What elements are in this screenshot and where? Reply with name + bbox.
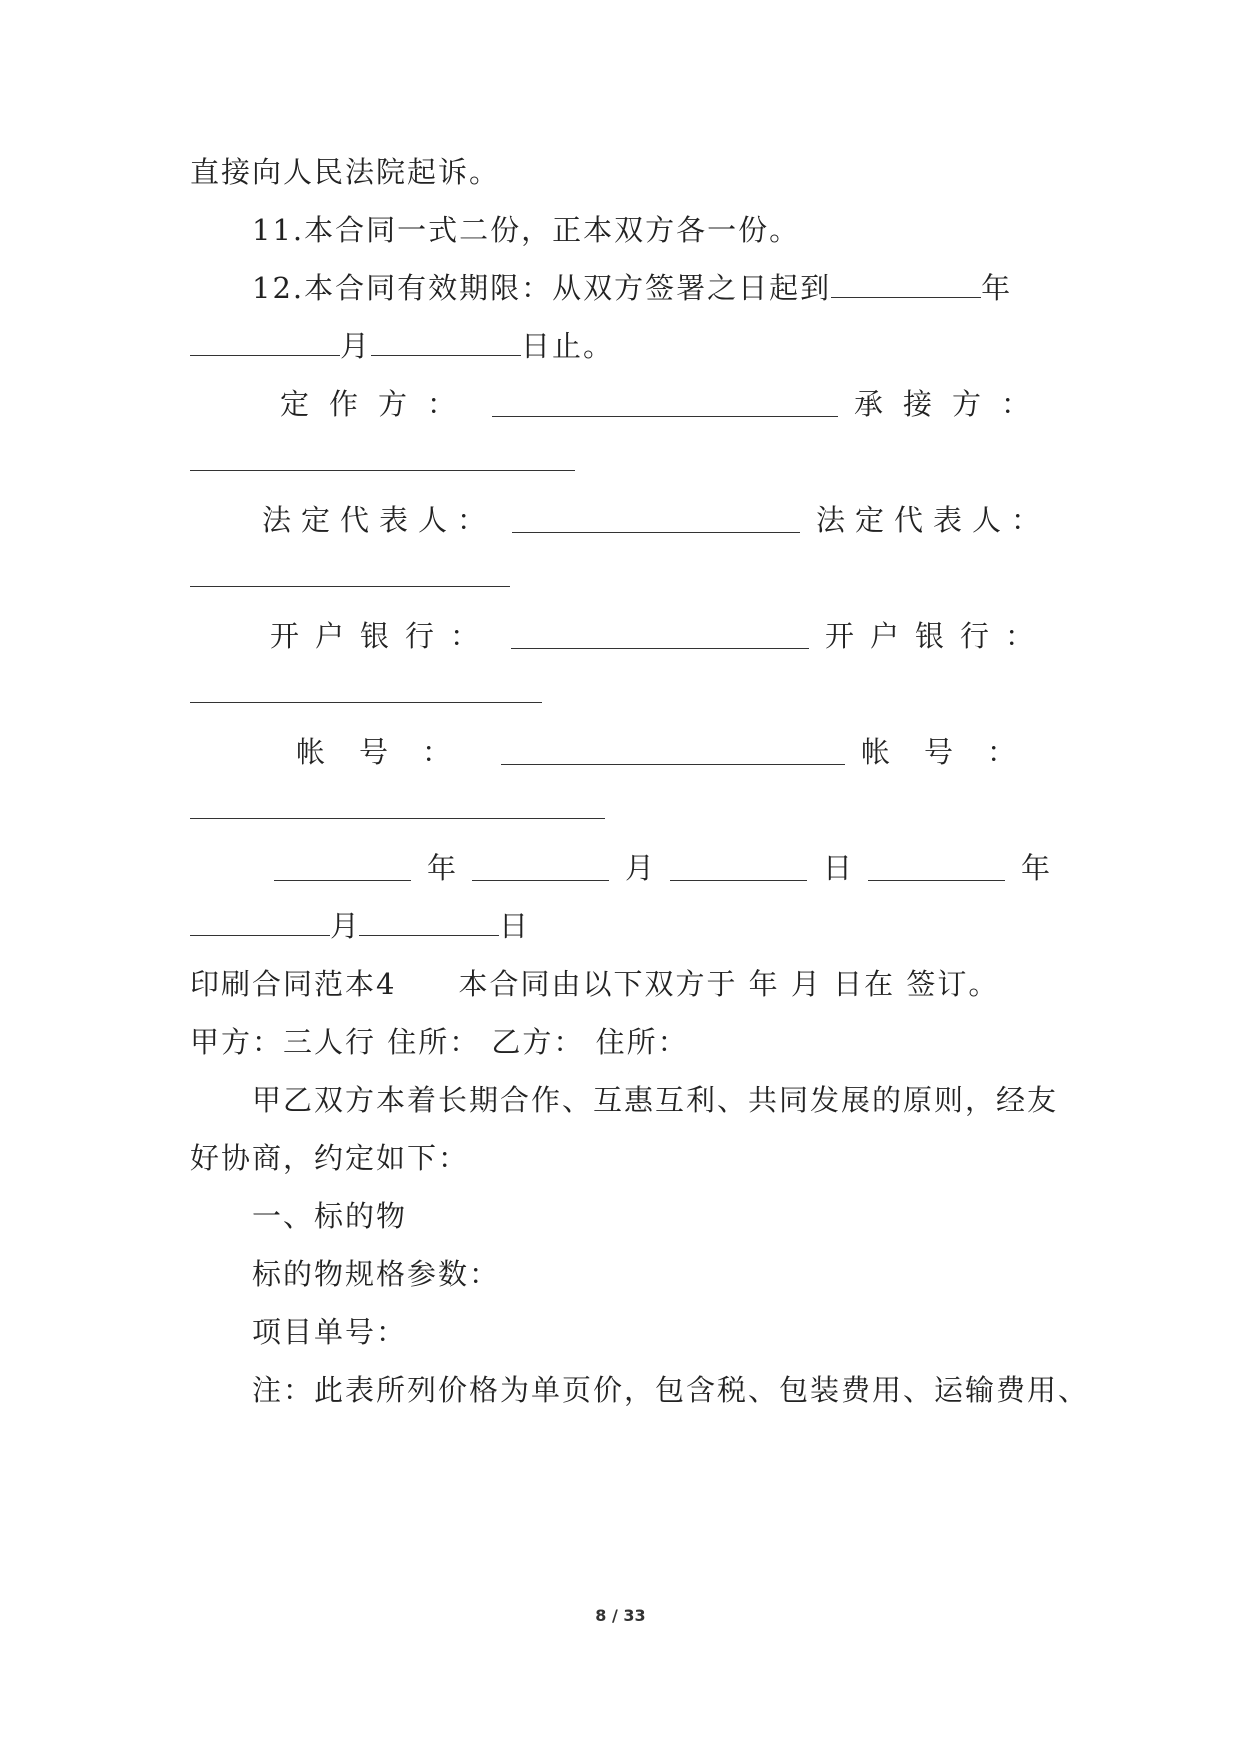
text-line: 11.本合同一式二份，正本双方各一份。 (252, 213, 801, 247)
text-segment: 月 (340, 329, 372, 363)
blank-underline (190, 470, 575, 471)
signature-row-account (190, 732, 1050, 772)
account-label: 帐号： (860, 735, 1050, 769)
year-label: 年 (426, 851, 456, 885)
month-label: 月 (330, 909, 360, 943)
signature-row-party (190, 384, 1050, 424)
blank-underline (190, 331, 340, 356)
client-label: 定作方： (280, 387, 477, 421)
text-segment: 日止。 (521, 329, 615, 363)
bank-label: 开户银行： (824, 619, 1050, 653)
blank-underline (190, 911, 330, 936)
contractor-label: 承接方： (853, 387, 1050, 421)
page-number: 8 / 33 (595, 1606, 646, 1625)
blank-underline (190, 586, 510, 587)
year-label: 年 (1020, 851, 1050, 885)
blank-underline (492, 392, 838, 417)
blank-underline (868, 856, 1005, 881)
note-line: 注：此表所列价格为单页价，包含税、包装费用、运输费用、 (252, 1373, 1090, 1407)
parties-line: 甲方：三人行 住所： 乙方： 住所： (190, 1025, 689, 1059)
representative-label: 法定代表人： (262, 503, 497, 537)
blank-underline (831, 273, 981, 298)
representative-label: 法定代表人： (815, 503, 1050, 537)
text-line: 标的物规格参数： (252, 1257, 501, 1291)
blank-underline (371, 331, 521, 356)
day-label: 日 (822, 851, 852, 885)
day-label: 日 (499, 909, 529, 943)
text-line: 甲乙双方本着长期合作、互惠互利、共同发展的原则，经友 (252, 1083, 1059, 1117)
month-label: 月 (624, 851, 654, 885)
text-segment: 年 (981, 271, 1013, 305)
text-line (252, 268, 1012, 308)
blank-underline (274, 856, 411, 881)
blank-underline (670, 856, 807, 881)
blank-underline (359, 911, 499, 936)
text-segment: 12.本合同有效期限：从双方签署之日起到 (252, 271, 832, 305)
blank-underline (501, 740, 845, 765)
blank-underline (190, 702, 542, 703)
blank-underline (511, 624, 809, 649)
section-title-line: 印刷合同范本4 本合同由以下双方于 年 月 日在 签订。 (190, 967, 1000, 1001)
bank-label: 开户银行： (270, 619, 496, 653)
blank-underline (190, 818, 605, 819)
text-line: 好协商，约定如下： (190, 1141, 470, 1175)
text-line (190, 326, 614, 366)
section-heading: 一、标的物 (252, 1199, 408, 1233)
text-line: 直接向人民法院起诉。 (190, 155, 501, 189)
blank-underline (512, 508, 800, 533)
signature-row-representative (190, 500, 1050, 540)
blank-underline (472, 856, 609, 881)
account-label: 帐号： (296, 735, 486, 769)
signature-row-bank (190, 616, 1050, 656)
signature-row-date (190, 848, 1050, 888)
text-line: 项目单号： (252, 1315, 408, 1349)
text-line (190, 906, 528, 946)
